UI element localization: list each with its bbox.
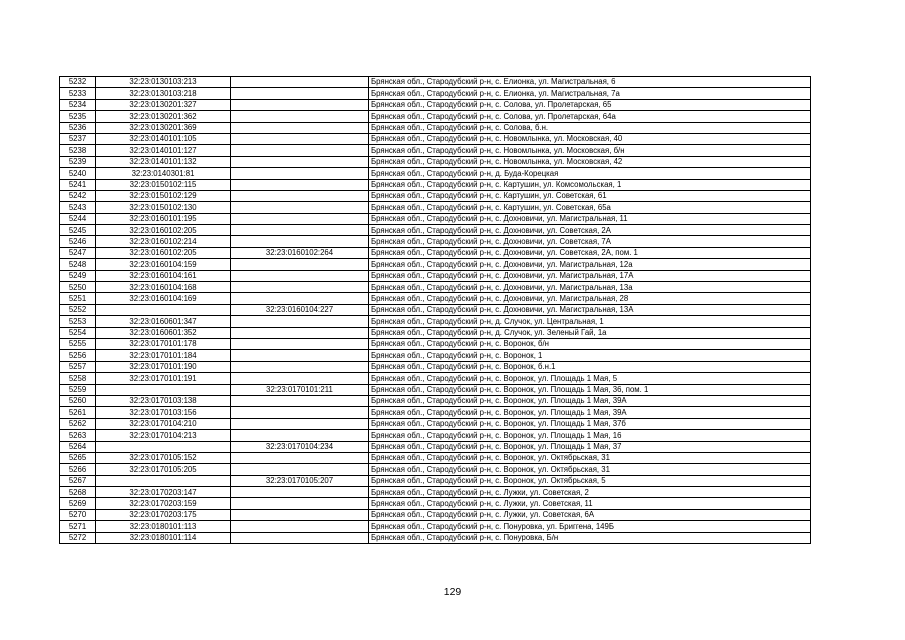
linked-cadastral-number-cell bbox=[231, 133, 369, 144]
row-number-cell: 5253 bbox=[60, 316, 96, 327]
cadastral-number-cell: 32:23:0170101:184 bbox=[96, 350, 231, 361]
address-cell: Брянская обл., Стародубский р-н, с. Дохновичи, ул. Советская, 2А bbox=[369, 225, 811, 236]
row-number-cell: 5269 bbox=[60, 498, 96, 509]
cadastral-number-cell: 32:23:0170101:178 bbox=[96, 338, 231, 349]
row-number-cell: 5267 bbox=[60, 475, 96, 486]
cadastral-number-cell: 32:23:0160104:169 bbox=[96, 293, 231, 304]
cadastral-number-cell: 32:23:0130201:327 bbox=[96, 99, 231, 110]
row-number-cell: 5272 bbox=[60, 532, 96, 543]
row-number-cell: 5234 bbox=[60, 99, 96, 110]
address-cell: Брянская обл., Стародубский р-н, с. Новомлынка, ул. Московская, б/н bbox=[369, 145, 811, 156]
cadastral-number-cell: 32:23:0170203:175 bbox=[96, 509, 231, 520]
address-cell: Брянская обл., Стародубский р-н, с. Воронок, ул. Площадь 1 Мая, 37б bbox=[369, 418, 811, 429]
table-row bbox=[60, 430, 811, 441]
cadastral-number-cell bbox=[96, 441, 231, 452]
linked-cadastral-number-cell bbox=[231, 77, 369, 88]
linked-cadastral-number-cell: 32:23:0160102:264 bbox=[231, 247, 369, 258]
address-cell: Брянская обл., Стародубский р-н, с. Воронок, 1 bbox=[369, 350, 811, 361]
row-number-cell: 5257 bbox=[60, 361, 96, 372]
cadastral-number-cell: 32:23:0170105:152 bbox=[96, 452, 231, 463]
table-row bbox=[60, 350, 811, 361]
table-row bbox=[60, 111, 811, 122]
linked-cadastral-number-cell bbox=[231, 282, 369, 293]
address-cell: Брянская обл., Стародубский р-н, с. Солова, б.н. bbox=[369, 122, 811, 133]
linked-cadastral-number-cell bbox=[231, 316, 369, 327]
address-cell: Брянская обл., Стародубский р-н, с. Понуровка, ул. Бриггена, 149Б bbox=[369, 521, 811, 532]
address-cell: Брянская обл., Стародубский р-н, с. Лужки, ул. Советская, 6А bbox=[369, 509, 811, 520]
address-cell: Брянская обл., Стародубский р-н, с. Воронок, ул. Октябрьская, 5 bbox=[369, 475, 811, 486]
table-row bbox=[60, 316, 811, 327]
row-number-cell: 5262 bbox=[60, 418, 96, 429]
row-number-cell: 5235 bbox=[60, 111, 96, 122]
linked-cadastral-number-cell bbox=[231, 213, 369, 224]
row-number-cell: 5250 bbox=[60, 282, 96, 293]
registry-table-body bbox=[60, 77, 811, 544]
address-cell: Брянская обл., Стародубский р-н, с. Дохновичи, ул. Магистральная, 28 bbox=[369, 293, 811, 304]
linked-cadastral-number-cell bbox=[231, 373, 369, 384]
row-number-cell: 5259 bbox=[60, 384, 96, 395]
address-cell: Брянская обл., Стародубский р-н, с. Картушин, ул. Советская, 61 bbox=[369, 190, 811, 201]
linked-cadastral-number-cell bbox=[231, 168, 369, 179]
cadastral-number-cell: 32:23:0160101:195 bbox=[96, 213, 231, 224]
cadastral-number-cell: 32:23:0130201:369 bbox=[96, 122, 231, 133]
row-number-cell: 5246 bbox=[60, 236, 96, 247]
table-row bbox=[60, 225, 811, 236]
address-cell: Брянская обл., Стародубский р-н, с. Картушин, ул. Советская, 65а bbox=[369, 202, 811, 213]
table-row bbox=[60, 133, 811, 144]
linked-cadastral-number-cell bbox=[231, 464, 369, 475]
linked-cadastral-number-cell bbox=[231, 350, 369, 361]
row-number-cell: 5244 bbox=[60, 213, 96, 224]
cadastral-number-cell: 32:23:0160601:352 bbox=[96, 327, 231, 338]
cadastral-number-cell: 32:23:0140101:105 bbox=[96, 133, 231, 144]
row-number-cell: 5236 bbox=[60, 122, 96, 133]
address-cell: Брянская обл., Стародубский р-н, с. Воронок, б.н.1 bbox=[369, 361, 811, 372]
cadastral-number-cell: 32:23:0130103:218 bbox=[96, 88, 231, 99]
table-row bbox=[60, 145, 811, 156]
row-number-cell: 5232 bbox=[60, 77, 96, 88]
address-cell: Брянская обл., Стародубский р-н, с. Солова, ул. Пролетарская, 64а bbox=[369, 111, 811, 122]
address-cell: Брянская обл., Стародубский р-н, с. Дохновичи, ул. Советская, 2А, пом. 1 bbox=[369, 247, 811, 258]
table-row bbox=[60, 259, 811, 270]
cadastral-number-cell: 32:23:0180101:113 bbox=[96, 521, 231, 532]
table-row bbox=[60, 213, 811, 224]
address-cell: Брянская обл., Стародубский р-н, с. Новомлынка, ул. Московская, 40 bbox=[369, 133, 811, 144]
linked-cadastral-number-cell bbox=[231, 498, 369, 509]
table-row bbox=[60, 384, 811, 395]
address-cell: Брянская обл., Стародубский р-н, д. Буда-Корецкая bbox=[369, 168, 811, 179]
table-row bbox=[60, 361, 811, 372]
linked-cadastral-number-cell bbox=[231, 487, 369, 498]
registry-table bbox=[59, 76, 811, 544]
row-number-cell: 5233 bbox=[60, 88, 96, 99]
linked-cadastral-number-cell bbox=[231, 521, 369, 532]
table-row bbox=[60, 293, 811, 304]
linked-cadastral-number-cell bbox=[231, 190, 369, 201]
cadastral-number-cell: 32:23:0170203:147 bbox=[96, 487, 231, 498]
linked-cadastral-number-cell bbox=[231, 111, 369, 122]
linked-cadastral-number-cell: 32:23:0170104:234 bbox=[231, 441, 369, 452]
address-cell: Брянская обл., Стародубский р-н, д. Случок, ул. Центральная, 1 bbox=[369, 316, 811, 327]
linked-cadastral-number-cell bbox=[231, 202, 369, 213]
linked-cadastral-number-cell bbox=[231, 338, 369, 349]
linked-cadastral-number-cell bbox=[231, 259, 369, 270]
linked-cadastral-number-cell bbox=[231, 293, 369, 304]
linked-cadastral-number-cell bbox=[231, 88, 369, 99]
cadastral-number-cell: 32:23:0170104:213 bbox=[96, 430, 231, 441]
row-number-cell: 5247 bbox=[60, 247, 96, 258]
row-number-cell: 5255 bbox=[60, 338, 96, 349]
cadastral-number-cell: 32:23:0170103:138 bbox=[96, 395, 231, 406]
row-number-cell: 5242 bbox=[60, 190, 96, 201]
address-cell: Брянская обл., Стародубский р-н, с. Елионка, ул. Магистральная, 6 bbox=[369, 77, 811, 88]
linked-cadastral-number-cell bbox=[231, 361, 369, 372]
row-number-cell: 5263 bbox=[60, 430, 96, 441]
linked-cadastral-number-cell bbox=[231, 179, 369, 190]
linked-cadastral-number-cell bbox=[231, 532, 369, 543]
linked-cadastral-number-cell bbox=[231, 407, 369, 418]
linked-cadastral-number-cell bbox=[231, 99, 369, 110]
address-cell: Брянская обл., Стародубский р-н, с. Воронок, ул. Октябрьская, 31 bbox=[369, 464, 811, 475]
table-row bbox=[60, 509, 811, 520]
cadastral-number-cell: 32:23:0180101:114 bbox=[96, 532, 231, 543]
linked-cadastral-number-cell: 32:23:0170101:211 bbox=[231, 384, 369, 395]
row-number-cell: 5248 bbox=[60, 259, 96, 270]
page-number: 129 bbox=[443, 586, 462, 598]
table-row bbox=[60, 418, 811, 429]
linked-cadastral-number-cell bbox=[231, 156, 369, 167]
row-number-cell: 5254 bbox=[60, 327, 96, 338]
table-row bbox=[60, 122, 811, 133]
linked-cadastral-number-cell bbox=[231, 236, 369, 247]
row-number-cell: 5243 bbox=[60, 202, 96, 213]
address-cell: Брянская обл., Стародубский р-н, с. Елионка, ул. Магистральная, 7а bbox=[369, 88, 811, 99]
cadastral-number-cell: 32:23:0140101:132 bbox=[96, 156, 231, 167]
address-cell: Брянская обл., Стародубский р-н, с. Картушин, ул. Комсомольская, 1 bbox=[369, 179, 811, 190]
row-number-cell: 5237 bbox=[60, 133, 96, 144]
cadastral-number-cell: 32:23:0160102:205 bbox=[96, 247, 231, 258]
linked-cadastral-number-cell bbox=[231, 145, 369, 156]
table-row bbox=[60, 452, 811, 463]
row-number-cell: 5260 bbox=[60, 395, 96, 406]
table-row bbox=[60, 202, 811, 213]
address-cell: Брянская обл., Стародубский р-н, с. Солова, ул. Пролетарская, 65 bbox=[369, 99, 811, 110]
table-row bbox=[60, 464, 811, 475]
table-row bbox=[60, 304, 811, 315]
address-cell: Брянская обл., Стародубский р-н, с. Воронок, ул. Площадь 1 Мая, 37 bbox=[369, 441, 811, 452]
row-number-cell: 5271 bbox=[60, 521, 96, 532]
table-row bbox=[60, 270, 811, 281]
row-number-cell: 5240 bbox=[60, 168, 96, 179]
linked-cadastral-number-cell bbox=[231, 395, 369, 406]
table-row bbox=[60, 521, 811, 532]
address-cell: Брянская обл., Стародубский р-н, с. Лужки, ул. Советская, 2 bbox=[369, 487, 811, 498]
table-row bbox=[60, 395, 811, 406]
table-row bbox=[60, 441, 811, 452]
cadastral-number-cell: 32:23:0170203:159 bbox=[96, 498, 231, 509]
cadastral-number-cell: 32:23:0160102:214 bbox=[96, 236, 231, 247]
table-row bbox=[60, 179, 811, 190]
table-row bbox=[60, 190, 811, 201]
cadastral-number-cell: 32:23:0160104:159 bbox=[96, 259, 231, 270]
row-number-cell: 5252 bbox=[60, 304, 96, 315]
table-row bbox=[60, 99, 811, 110]
address-cell: Брянская обл., Стародубский р-н, с. Дохновичи, ул. Магистральная, 17А bbox=[369, 270, 811, 281]
address-cell: Брянская обл., Стародубский р-н, с. Лужки, ул. Советская, 11 bbox=[369, 498, 811, 509]
linked-cadastral-number-cell bbox=[231, 452, 369, 463]
table-row bbox=[60, 487, 811, 498]
row-number-cell: 5238 bbox=[60, 145, 96, 156]
row-number-cell: 5249 bbox=[60, 270, 96, 281]
address-cell: Брянская обл., Стародубский р-н, с. Воронок, ул. Площадь 1 Мая, 16 bbox=[369, 430, 811, 441]
table-row bbox=[60, 407, 811, 418]
row-number-cell: 5241 bbox=[60, 179, 96, 190]
cadastral-number-cell: 32:23:0170104:210 bbox=[96, 418, 231, 429]
address-cell: Брянская обл., Стародубский р-н, с. Дохновичи, ул. Магистральная, 13А bbox=[369, 304, 811, 315]
table-row bbox=[60, 168, 811, 179]
cadastral-number-cell: 32:23:0130201:362 bbox=[96, 111, 231, 122]
table-row bbox=[60, 373, 811, 384]
cadastral-number-cell: 32:23:0130103:213 bbox=[96, 77, 231, 88]
row-number-cell: 5239 bbox=[60, 156, 96, 167]
linked-cadastral-number-cell: 32:23:0160104:227 bbox=[231, 304, 369, 315]
address-cell: Брянская обл., Стародубский р-н, с. Дохновичи, ул. Магистральная, 11 bbox=[369, 213, 811, 224]
cadastral-number-cell: 32:23:0170101:191 bbox=[96, 373, 231, 384]
address-cell: Брянская обл., Стародубский р-н, с. Дохновичи, ул. Магистральная, 13а bbox=[369, 282, 811, 293]
table-row bbox=[60, 475, 811, 486]
linked-cadastral-number-cell bbox=[231, 327, 369, 338]
table-row bbox=[60, 498, 811, 509]
address-cell: Брянская обл., Стародубский р-н, с. Воронок, ул. Площадь 1 Мая, 39А bbox=[369, 407, 811, 418]
cadastral-number-cell: 32:23:0150102:130 bbox=[96, 202, 231, 213]
table-row bbox=[60, 77, 811, 88]
cadastral-number-cell: 32:23:0170101:190 bbox=[96, 361, 231, 372]
cadastral-number-cell: 32:23:0160104:161 bbox=[96, 270, 231, 281]
linked-cadastral-number-cell bbox=[231, 509, 369, 520]
cadastral-number-cell: 32:23:0160104:168 bbox=[96, 282, 231, 293]
row-number-cell: 5270 bbox=[60, 509, 96, 520]
address-cell: Брянская обл., Стародубский р-н, с. Новомлынка, ул. Московская, 42 bbox=[369, 156, 811, 167]
address-cell: Брянская обл., Стародубский р-н, с. Понуровка, Б/н bbox=[369, 532, 811, 543]
cadastral-number-cell: 32:23:0170105:205 bbox=[96, 464, 231, 475]
cadastral-number-cell: 32:23:0170103:156 bbox=[96, 407, 231, 418]
cadastral-number-cell: 32:23:0140301:81 bbox=[96, 168, 231, 179]
cadastral-number-cell bbox=[96, 475, 231, 486]
address-cell: Брянская обл., Стародубский р-н, с. Воронок, ул. Площадь 1 Мая, 39А bbox=[369, 395, 811, 406]
table-row bbox=[60, 327, 811, 338]
row-number-cell: 5266 bbox=[60, 464, 96, 475]
address-cell: Брянская обл., Стародубский р-н, д. Случок, ул. Зеленый Гай, 1а bbox=[369, 327, 811, 338]
linked-cadastral-number-cell bbox=[231, 225, 369, 236]
table-row bbox=[60, 338, 811, 349]
row-number-cell: 5265 bbox=[60, 452, 96, 463]
row-number-cell: 5258 bbox=[60, 373, 96, 384]
address-cell: Брянская обл., Стародубский р-н, с. Воронок, б/н bbox=[369, 338, 811, 349]
table-row bbox=[60, 88, 811, 99]
cadastral-number-cell: 32:23:0160601:347 bbox=[96, 316, 231, 327]
row-number-cell: 5261 bbox=[60, 407, 96, 418]
cadastral-number-cell: 32:23:0160102:205 bbox=[96, 225, 231, 236]
row-number-cell: 5245 bbox=[60, 225, 96, 236]
cadastral-number-cell bbox=[96, 304, 231, 315]
cadastral-number-cell: 32:23:0140101:127 bbox=[96, 145, 231, 156]
table-row bbox=[60, 156, 811, 167]
address-cell: Брянская обл., Стародубский р-н, с. Дохновичи, ул. Магистральная, 12а bbox=[369, 259, 811, 270]
address-cell: Брянская обл., Стародубский р-н, с. Дохновичи, ул. Советская, 7А bbox=[369, 236, 811, 247]
row-number-cell: 5268 bbox=[60, 487, 96, 498]
cadastral-number-cell: 32:23:0150102:115 bbox=[96, 179, 231, 190]
cadastral-number-cell bbox=[96, 384, 231, 395]
linked-cadastral-number-cell bbox=[231, 430, 369, 441]
linked-cadastral-number-cell bbox=[231, 270, 369, 281]
linked-cadastral-number-cell: 32:23:0170105:207 bbox=[231, 475, 369, 486]
table-row bbox=[60, 282, 811, 293]
row-number-cell: 5256 bbox=[60, 350, 96, 361]
row-number-cell: 5264 bbox=[60, 441, 96, 452]
address-cell: Брянская обл., Стародубский р-н, с. Воронок, ул. Площадь 1 Мая, 36, пом. 1 bbox=[369, 384, 811, 395]
table-row bbox=[60, 247, 811, 258]
cadastral-number-cell: 32:23:0150102:129 bbox=[96, 190, 231, 201]
address-cell: Брянская обл., Стародубский р-н, с. Воронок, ул. Октябрьская, 31 bbox=[369, 452, 811, 463]
table-row bbox=[60, 236, 811, 247]
linked-cadastral-number-cell bbox=[231, 418, 369, 429]
linked-cadastral-number-cell bbox=[231, 122, 369, 133]
row-number-cell: 5251 bbox=[60, 293, 96, 304]
address-cell: Брянская обл., Стародубский р-н, с. Воронок, ул. Площадь 1 Мая, 5 bbox=[369, 373, 811, 384]
table-row bbox=[60, 532, 811, 543]
